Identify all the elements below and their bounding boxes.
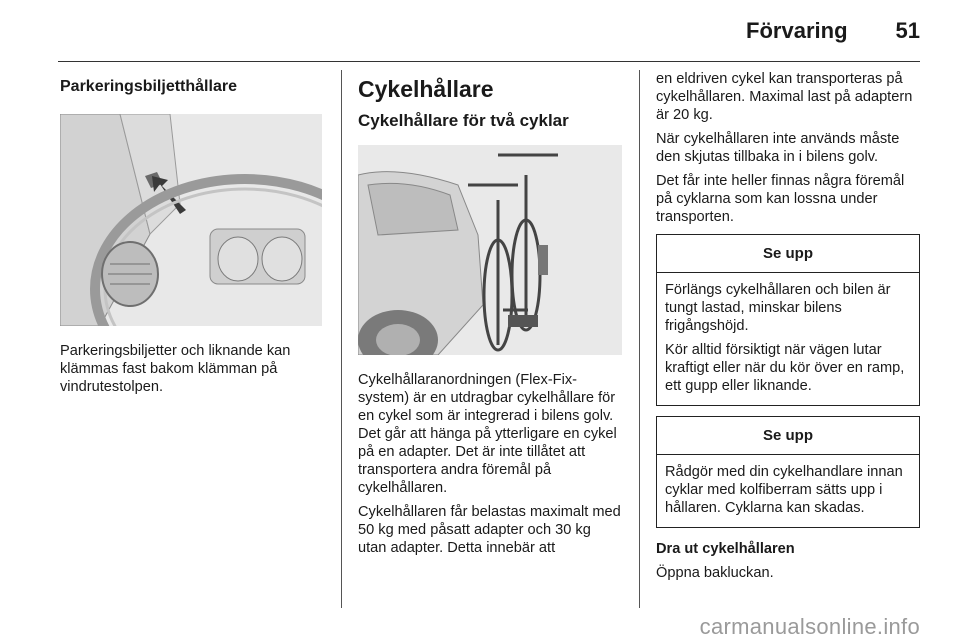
bike-rack-illustration xyxy=(358,145,622,355)
open-tailgate-text: Öppna bakluckan. xyxy=(656,565,774,581)
left-column xyxy=(60,70,322,402)
column-divider-1 xyxy=(341,70,342,608)
right-paragraph-3: Det får inte heller finnas några föremål på cyklarna som kan lossna under transporten. xyxy=(656,173,905,225)
caution-2-paragraph-1: Rådgör med din cykelhandlare innan cyklar med kolfiberram sätts upp i hållaren. Cyklarna kan skadas. xyxy=(665,464,903,516)
page-header xyxy=(746,18,920,48)
header-rule xyxy=(58,61,920,62)
section-heading-parking: Parkeringsbiljetthållare xyxy=(60,78,237,95)
right-paragraph-1: en eldriven cykel kan transporteras på cykelhållaren. Maximal last på adaptern är 20 kg. xyxy=(656,71,913,123)
caution-title-1: Se upp xyxy=(657,235,919,273)
parking-text: Parkeringsbiljetter och liknande kan klämmas fast bakom klämman på vindrutestolpen. xyxy=(60,343,291,395)
caution-body-1 xyxy=(657,273,919,405)
caution-1-paragraph-2: Kör alltid försiktigt när vägen lutar kraftigt eller när du kör över en ramp, ett gupp eller liknande. xyxy=(665,342,905,394)
caution-title-2: Se upp xyxy=(657,417,919,455)
middle-column xyxy=(358,70,622,563)
subheading-two-bikes: Cykelhållare för två cyklar xyxy=(358,111,569,130)
column-divider-2 xyxy=(639,70,640,608)
caution-box-1 xyxy=(656,234,920,406)
page-title: Förvaring xyxy=(746,18,848,43)
right-column xyxy=(656,70,920,588)
caution-body-2 xyxy=(657,455,919,527)
page-number: 51 xyxy=(895,18,920,43)
dashboard-illustration xyxy=(60,114,322,326)
illustration-parking-clip xyxy=(60,114,322,326)
section-heading-bike-rack: Cykelhållare xyxy=(358,76,494,102)
caution-1-paragraph-1: Förlängs cykelhållaren och bilen är tungt lastad, minskar bilens frigångshöjd. xyxy=(665,282,891,334)
caution-box-2 xyxy=(656,416,920,528)
watermark: carmanualsonline.info xyxy=(699,614,920,639)
bike-rack-paragraph-1: Cykelhållaranordningen (Flex-Fix-system) är en utdragbar cykelhållare för en cykel som är integrerad i bilens golv. Det går att hänga på ytterligare en cykel på en adapter. Det är inte tillåtet att transportera andra föremål på cykelhållaren. xyxy=(358,372,617,496)
illustration-bike-rack xyxy=(358,145,622,355)
subheading-pull-out: Dra ut cykelhållaren xyxy=(656,541,795,557)
bike-rack-paragraph-2: Cykelhållaren får belastas maximalt med 50 kg med påsatt adapter och 30 kg utan adapter. Detta innebär att xyxy=(358,504,621,556)
right-paragraph-2: När cykelhållaren inte används måste den skjutas tillbaka in i bilens golv. xyxy=(656,131,900,165)
